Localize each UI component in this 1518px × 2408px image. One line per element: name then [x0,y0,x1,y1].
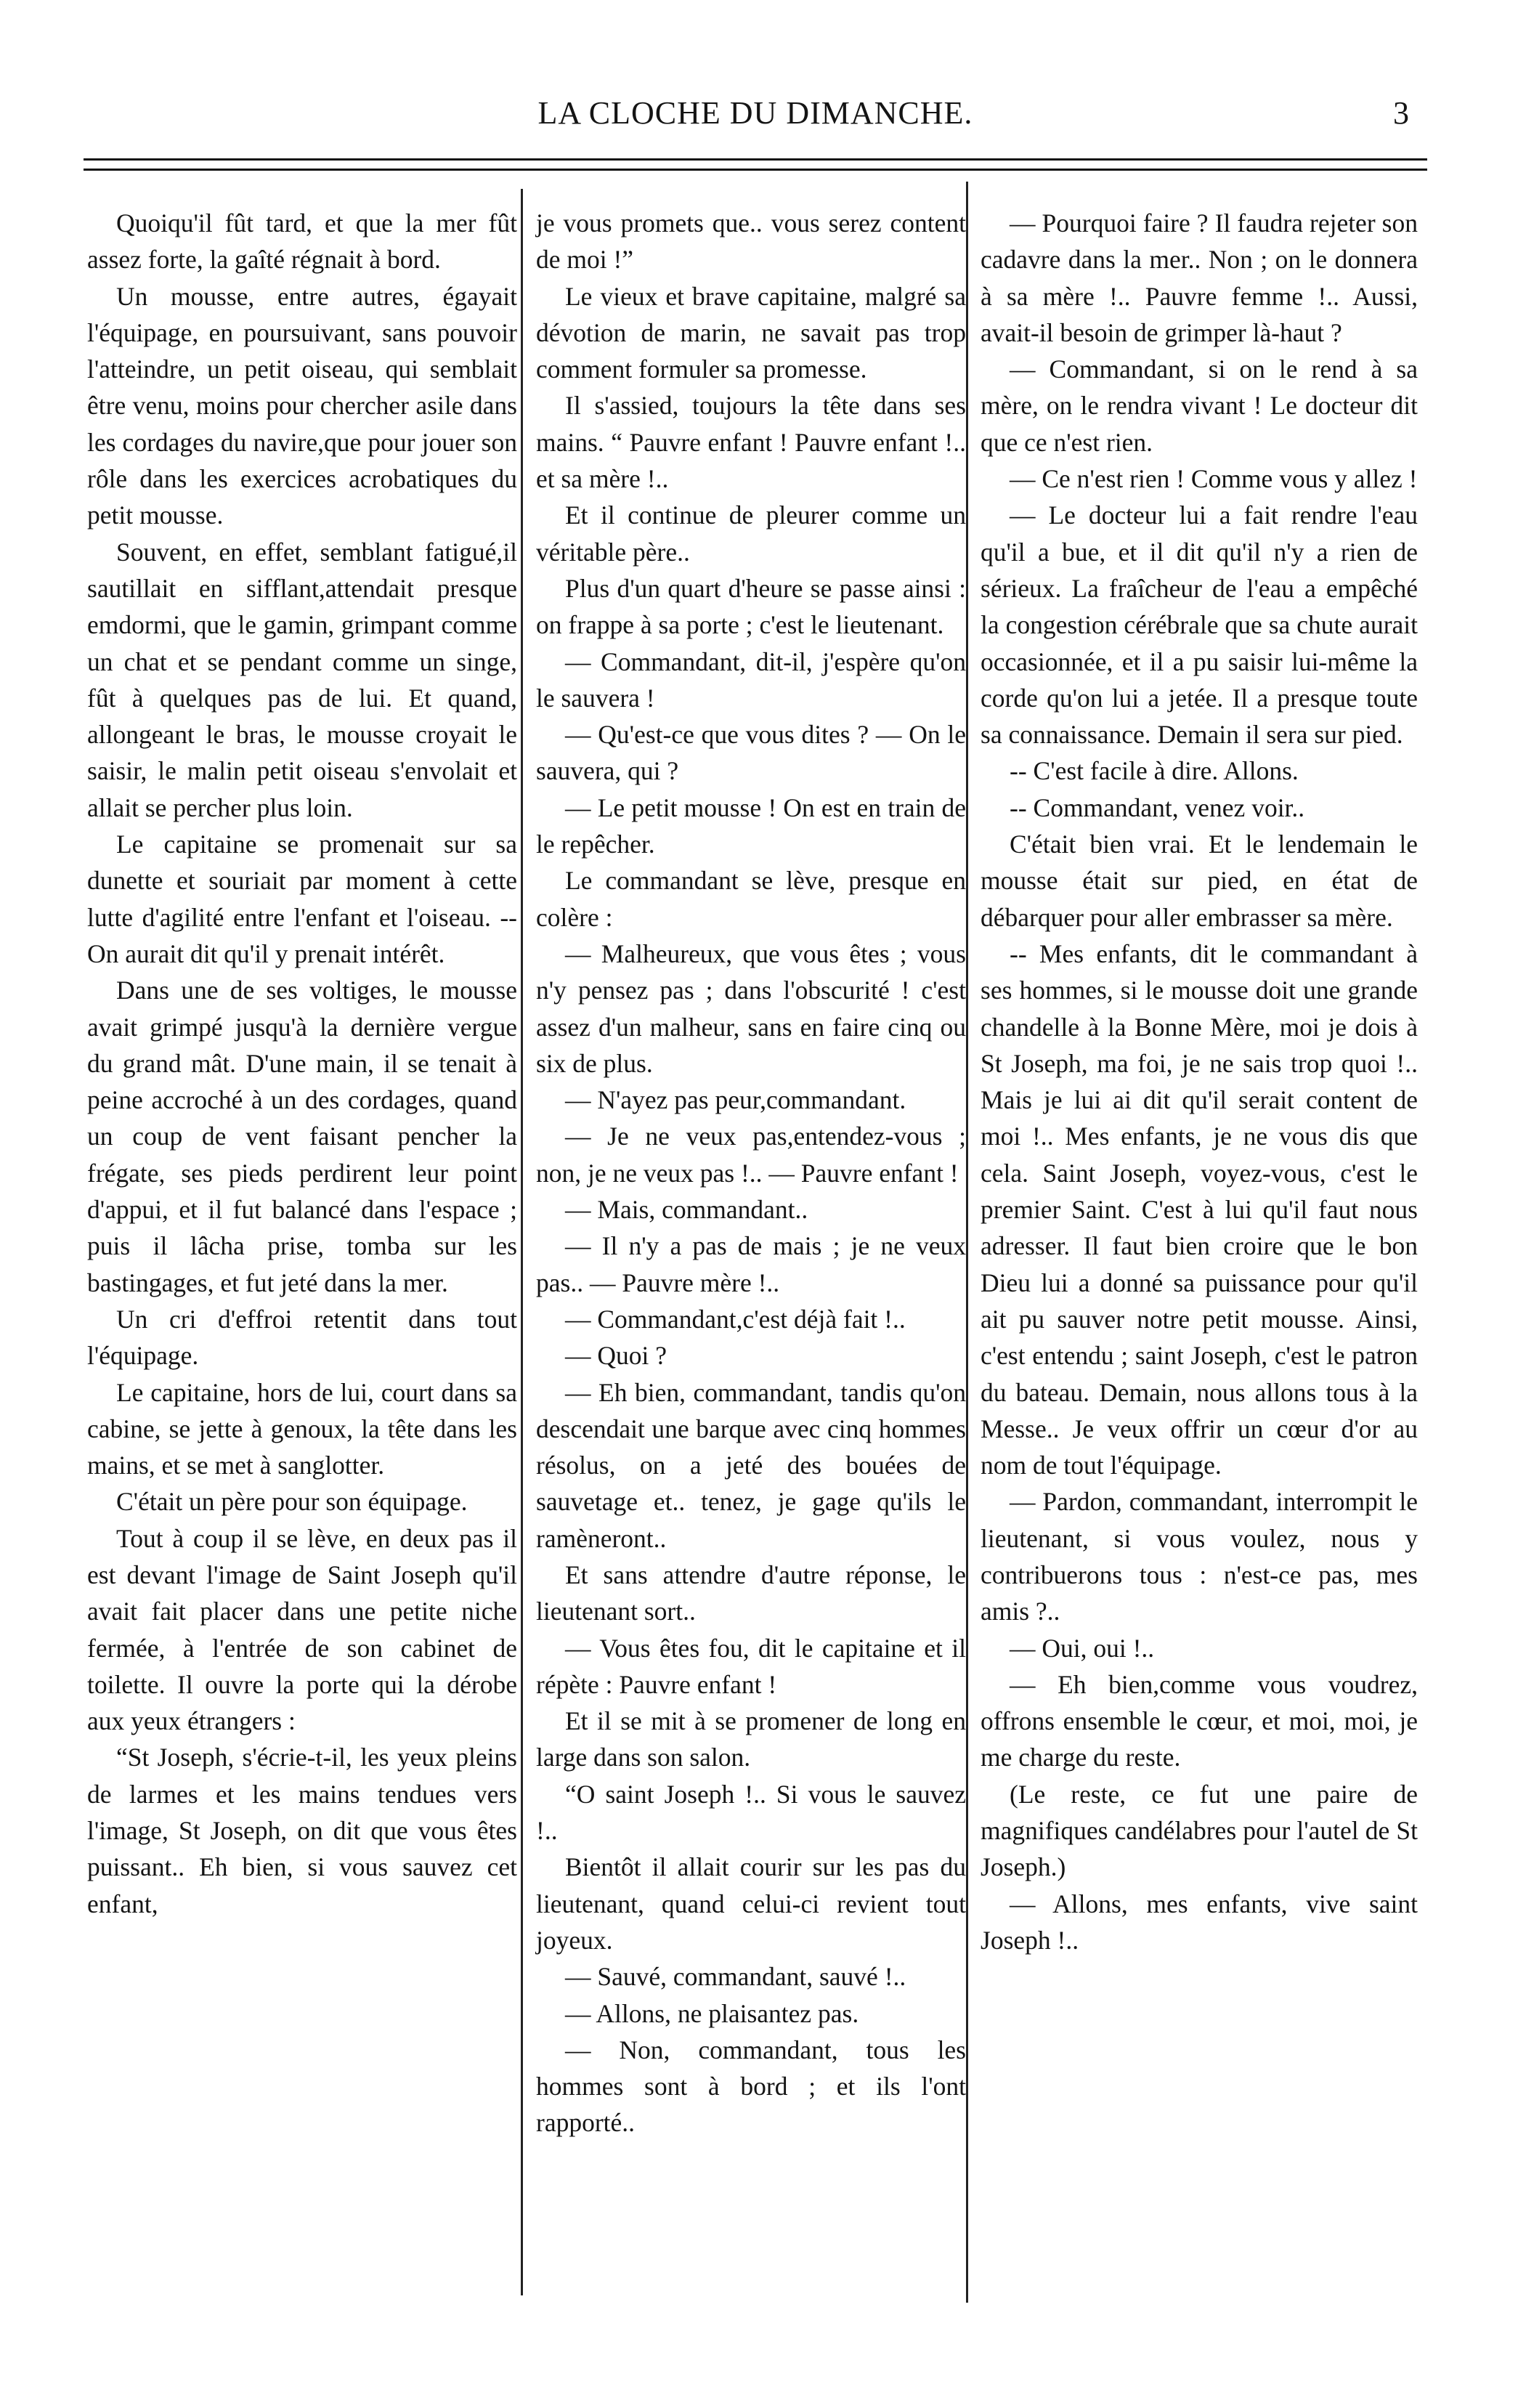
paragraph: Et il continue de pleurer comme un véritable père.. [536,500,966,567]
paragraph: Et sans attendre d'autre réponse, le lieutenant sort.. [536,1560,966,1626]
paragraph: -- C'est facile à dire. Allons. [1010,756,1299,786]
paragraph: Il s'assied, toujours la tête dans ses mains. “ Pauvre enfant ! Pauvre enfant !.. et sa mère !.. [536,391,966,494]
paragraph: -- Commandant, venez voir.. [1010,792,1305,822]
paragraph: — Malheureux, que vous êtes ; vous n'y pensez pas ; dans l'obscurité ! c'est assez d'un malheur, sans en faire cinq ou six de plus. [536,939,966,1078]
paragraph: — Le petit mousse ! On est en train de le repêcher. [536,792,966,859]
paragraph: C'était un père pour son équipage. [116,1487,468,1517]
paragraph: Souvent, en effet, semblant fatigué,il sautillait en sifflant,attendait presque emdormi, que le gamin, grimpant comme un chat et se pendant comme un singe, fût à quelques pas de lui. Et quand, allongeant le bras, le mousse croyait le saisir, le malin petit oiseau s'envolait et allait se percher plus loin. [87,537,517,822]
paragraph: — Ce n'est rien ! Comme vous y allez ! [1010,464,1418,494]
paragraph: Dans une de ses voltiges, le mousse avait grimpé jusqu'à la dernière vergue du grand mât. D'une main, il se tenait à peine accroché à un des cordages, quand un coup de vent faisant pencher la frégate, ses pieds perdirent leur point d'appui, et il fut balancé dans l'espace ; puis il lâcha prise, tomba sur les bastingages, et fut jeté dans la mer. [87,976,517,1297]
paragraph: — Oui, oui !.. [1010,1633,1155,1663]
column-divider [966,182,968,2303]
paragraph: — Quoi ? [565,1341,667,1371]
paragraph: — Pardon, commandant, interrompit le lieutenant, si vous voulez, nous y contribuerons tous : n'est-ce pas, mes amis ?.. [981,1487,1418,1626]
text-column-3 [981,205,1418,1958]
paragraph: — Commandant, dit-il, j'espère qu'on le sauvera ! [536,646,966,713]
paragraph: — Je ne veux pas,entendez-vous ; non, je ne veux pas !.. — Pauvre enfant ! [536,1122,966,1188]
paragraph: Et il se mit à se promener de long en large dans son salon. [536,1706,966,1772]
paragraph: Bientôt il allait courir sur les pas du lieutenant, quand celui-ci revient tout joyeux. [536,1852,966,1955]
paragraph: — Mais, commandant.. [565,1195,808,1225]
paragraph: — Il n'y a pas de mais ; je ne veux pas.. — Pauvre mère !.. [536,1231,966,1297]
paragraph: Plus d'un quart d'heure se passe ainsi : on frappe à sa porte ; c'est le lieutenant. [536,573,966,640]
paragraph: “St Joseph, s'écrie-t-il, les yeux pleins de larmes et les mains tendues vers l'image, St Joseph, on dit que vous êtes puissant.. Eh bien, si vous sauvez cet enfant, [87,1743,517,1918]
paragraph: — Qu'est-ce que vous dites ? — On le sauvera, qui ? [536,720,966,786]
paragraph: “O saint Joseph !.. Si vous le sauvez !.. [536,1779,966,1846]
text-column-1 [87,205,517,1922]
paragraph: — Allons, mes enfants, vive saint Joseph !.. [981,1889,1418,1955]
paragraph: — Eh bien, commandant, tandis qu'on descendait une barque avec cinq hommes résolus, on a jeté des bouées de sauvetage et.. tenez, je gage qu'ils le ramèneront.. [536,1377,966,1553]
paragraph: -- Mes enfants, dit le commandant à ses hommes, si le mousse doit une grande chandelle à la Bonne Mère, moi je dois à St Joseph, ma foi, je ne sais trop quoi !.. Mais je lui ai dit qu'il serait content de moi !.. Mes enfants, je ne vous dis que cela. Saint Joseph, voyez-vous, c'est le premier Saint. C'est à lui qu'il faut nous adresser. Il faut bien croire que le bon Dieu lui a donné sa puissance pour qu'il ait pu sauver notre petit mousse. Ainsi, c'est entendu ; saint Joseph, c'est le patron du bateau. Demain, nous allons tous à la Messe.. Je veux offrir un cœur d'or au nom de tout l'équipage. [981,939,1418,1480]
paragraph: — Pourquoi faire ? Il faudra rejeter son cadavre dans la mer.. Non ; on le donnera à sa mère !.. Pauvre femme !.. Aussi, avait-il besoin de grimper là-haut ? [981,208,1418,347]
paragraph: Un mousse, entre autres, égayait l'équipage, en poursuivant, sans pouvoir l'atteindre, un petit oiseau, qui semblait être venu, moins pour chercher asile dans les cordages du navire,que pour jouer son rôle dans les exercices acrobatiques du petit mousse. [87,281,517,530]
paragraph: Le capitaine, hors de lui, court dans sa cabine, se jette à genoux, la tête dans les mains, et se met à sanglotter. [87,1377,517,1480]
page-number: 3 [1393,95,1409,131]
column-divider [521,189,523,2295]
paragraph: (Le reste, ce fut une paire de magnifiques candélabres pour l'autel de St Joseph.) [981,1779,1418,1882]
paragraph: C'était bien vrai. Et le lendemain le mousse était sur pied, en état de débarquer pour aller embrasser sa mère. [981,830,1418,932]
paragraph: je vous promets que.. vous serez content de moi !” [536,208,966,275]
paragraph: — Sauvé, commandant, sauvé !.. [565,1962,906,1992]
paragraph: — Vous êtes fou, dit le capitaine et il répète : Pauvre enfant ! [536,1633,966,1699]
paragraph: — Non, commandant, tous les hommes sont à bord ; et ils l'ont rapporté.. [536,2035,966,2138]
paragraph: Tout à coup il se lève, en deux pas il est devant l'image de Saint Joseph qu'il avait fait placer dans une petite niche fermée, à l'entrée de son cabinet de toilette. Il ouvre la porte qui la dérobe aux yeux étrangers : [87,1523,517,1736]
paragraph: — Eh bien,comme vous voudrez, offrons ensemble le cœur, et moi, moi, je me charge du reste. [981,1669,1418,1772]
paragraph: — Allons, ne plaisantez pas. [565,1998,859,2028]
paragraph: Le capitaine se promenait sur sa dunette et souriait par moment à cette lutte d'agilité entre l'enfant et l'oiseau. -- On aurait dit qu'il y prenait intérêt. [87,830,517,968]
paragraph: Quoiqu'il fût tard, et que la mer fût assez forte, la gaîté régnait à bord. [87,208,517,275]
paragraph: — Le docteur lui a fait rendre l'eau qu'il a bue, et il dit qu'il n'y a rien de sérieux. La fraîcheur de l'eau a empêché la congestion cérébrale que sa chute aurait occasionnée, et il a pu saisir lui-même la corde qu'on lui a jetée. Il a presque toute sa connaissance. Demain il sera sur pied. [981,500,1418,750]
paragraph: Le vieux et brave capitaine, malgré sa dévotion de marin, ne savait pas trop comment formuler sa promesse. [536,281,966,384]
paragraph: Le commandant se lève, presque en colère : [536,866,966,932]
paragraph: — Commandant, si on le rend à sa mère, on le rendra vivant ! Le docteur dit que ce n'est rien. [981,354,1418,457]
paragraph: — N'ayez pas peur,commandant. [565,1085,906,1115]
running-title: LA CLOCHE DU DIMANCHE. [537,95,973,131]
header-rule-bottom [84,169,1427,171]
header-rule-top [84,158,1427,161]
page-header [87,89,1424,139]
paragraph: — Commandant,c'est déjà fait !.. [565,1304,906,1334]
text-column-2 [536,205,966,2141]
paragraph: Un cri d'effroi retentit dans tout l'équipage. [87,1304,517,1371]
